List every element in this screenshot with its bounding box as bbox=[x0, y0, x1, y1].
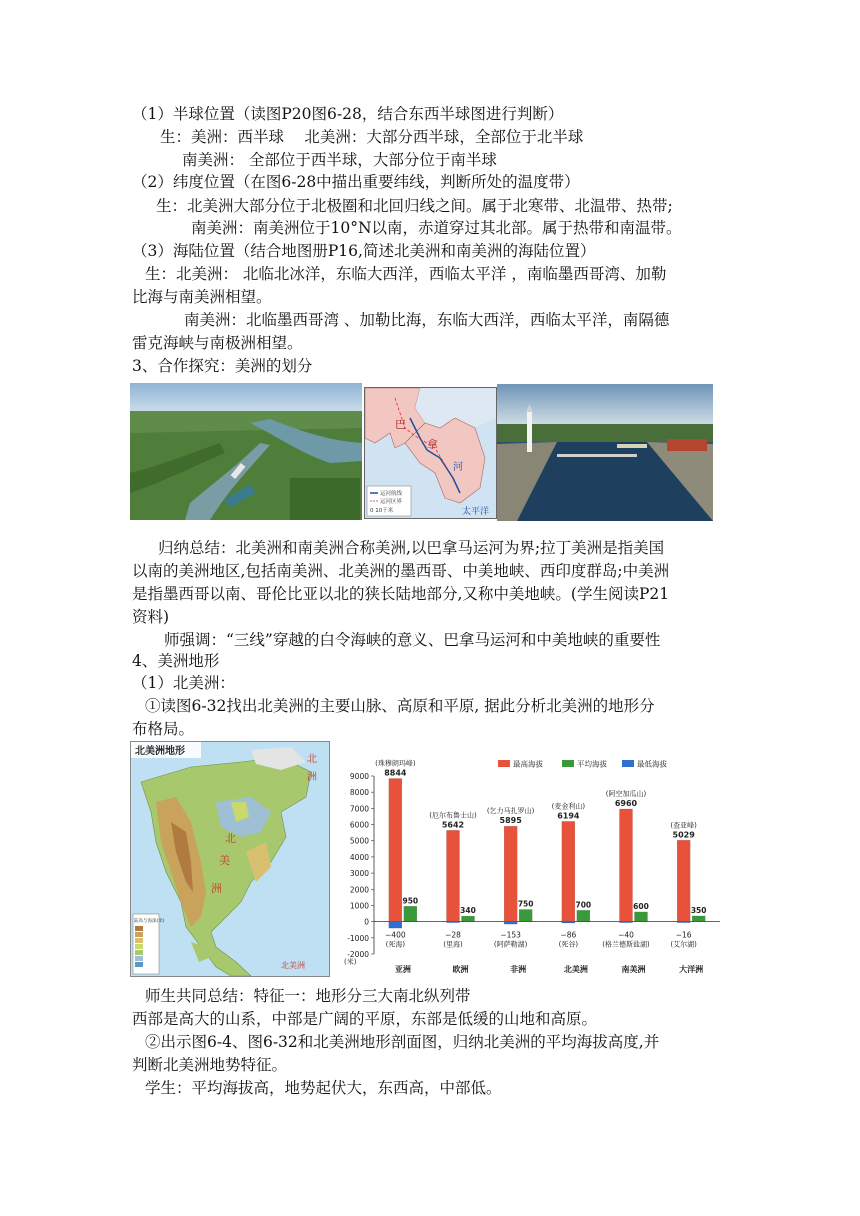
data-label: 950 bbox=[402, 896, 419, 906]
y-tick-label: 2000 bbox=[349, 885, 369, 895]
map-title: 北美洲地形 bbox=[135, 746, 185, 757]
bar bbox=[389, 922, 402, 928]
data-label: 5642 bbox=[441, 820, 465, 830]
bar bbox=[519, 910, 532, 922]
data-label: −28 bbox=[445, 930, 461, 940]
category-label: 亚洲 bbox=[394, 965, 411, 974]
bar bbox=[562, 922, 575, 923]
lake-name-label: (阿萨勒湖) bbox=[493, 940, 528, 949]
bar bbox=[504, 826, 517, 921]
data-label: 700 bbox=[575, 900, 592, 910]
peak-name-label: (厄尔布鲁士山) bbox=[429, 811, 477, 820]
north-america-terrain-map bbox=[130, 741, 330, 977]
y-tick-label: 7000 bbox=[349, 804, 369, 814]
data-label: −86 bbox=[560, 930, 577, 940]
text-line: 南美洲：南美洲位于10°N以南，赤道穿过其北部。属于热带和南温带。 bbox=[191, 219, 682, 237]
text-line: 西部是高大的山系，中部是广阔的平原，东部是低缓的山地和高原。 bbox=[132, 1010, 598, 1028]
lake-name-label: (格兰德斯盐湖) bbox=[602, 940, 650, 949]
canal-locks-photo bbox=[497, 384, 713, 521]
sea-label: 太平洋 bbox=[462, 507, 490, 517]
map-label: 北美洲 bbox=[281, 961, 305, 970]
y-tick-label: 9000 bbox=[349, 772, 369, 781]
lake-name-label: (死谷) bbox=[558, 940, 579, 949]
text-line: （3）海陆位置（结合地图册P16,简述北美洲和南美洲的海陆位置） bbox=[132, 242, 596, 260]
legend-label: 平均海拔 bbox=[577, 759, 607, 769]
data-label: −16 bbox=[675, 930, 692, 940]
peak-name-label: (珠穆朗玛峰) bbox=[375, 759, 416, 768]
data-label: 5029 bbox=[672, 830, 695, 840]
peak-name-label: (阿空加瓜山) bbox=[605, 790, 647, 799]
lake-name-label: (死海) bbox=[385, 940, 406, 949]
map-label: 洲 bbox=[211, 882, 222, 895]
category-label: 非洲 bbox=[510, 965, 527, 974]
y-tick-label: 1000 bbox=[349, 901, 369, 911]
text-line: 以南的美洲地区,包括南美洲、北美洲的墨西哥、中美地峡、西印度群岛;中美洲 bbox=[132, 562, 670, 580]
text-line: 生：北美洲大部分位于北极圈和北回归线之间。属于北寒带、北温带、热带; bbox=[156, 197, 673, 215]
y-tick-label: 5000 bbox=[349, 836, 369, 846]
legend-label: 运河区界 bbox=[380, 499, 403, 505]
bar bbox=[504, 922, 517, 924]
legend-swatch bbox=[622, 760, 634, 767]
map-legend-title: 陆高与海深(米) bbox=[134, 919, 165, 924]
region-label: 巴 bbox=[395, 418, 406, 431]
text-line: 归纳总结：北美洲和南美洲合称美洲,以巴拿马运河为界;拉丁美洲是指美国 bbox=[158, 539, 665, 557]
y-tick-label: -1000 bbox=[347, 933, 369, 943]
section-heading: 4、美洲地形 bbox=[132, 652, 220, 670]
legend-label: 最高海拔 bbox=[513, 759, 543, 769]
bar bbox=[677, 922, 690, 923]
y-tick-label: 3000 bbox=[349, 869, 369, 879]
region-label: 拿 bbox=[427, 438, 438, 451]
text-line: 判断北美洲地势特征。 bbox=[132, 1056, 288, 1074]
map-label: 北 bbox=[225, 832, 236, 845]
bar bbox=[620, 922, 633, 923]
altitude-bar-chart bbox=[332, 754, 724, 978]
category-label: 大洋洲 bbox=[679, 965, 704, 974]
data-label: 350 bbox=[690, 905, 707, 915]
legend-swatch bbox=[498, 760, 510, 767]
data-label: 6194 bbox=[557, 811, 580, 821]
bar bbox=[635, 912, 648, 922]
text-line: 南美洲： 全部位于西半球，大部分位于南半球 bbox=[182, 151, 497, 169]
category-label: 北美洲 bbox=[563, 965, 588, 974]
legend-label: 最低海拔 bbox=[637, 759, 667, 769]
lake-name-label: (艾尔湖) bbox=[670, 940, 697, 949]
data-label: 6960 bbox=[614, 799, 638, 809]
y-tick-label: 4000 bbox=[349, 852, 369, 862]
text-line: 雷克海峡与南极洲相望。 bbox=[132, 334, 303, 352]
y-tick-label: 6000 bbox=[349, 820, 369, 830]
y-unit-label: (米) bbox=[344, 958, 357, 966]
peak-name-label: (麦金利山) bbox=[551, 802, 586, 811]
bar bbox=[692, 916, 705, 922]
peak-name-label: (查亚峰) bbox=[670, 821, 697, 830]
map-label: 北 bbox=[307, 754, 317, 765]
map-label: 美 bbox=[219, 854, 230, 867]
scale-label: 0 10千米 bbox=[370, 508, 394, 514]
peak-name-label: (乞力马扎罗山) bbox=[486, 807, 535, 816]
text-line: 是指墨西哥以南、哥伦比亚以北的狭长陆地部分,又称中美地峡。(学生阅读P21 bbox=[132, 585, 670, 603]
data-label: −153 bbox=[500, 930, 521, 940]
legend-label: 运河航线 bbox=[380, 491, 403, 497]
text-line: ②出示图6-4、图6-32和北美洲地形剖面图，归纳北美洲的平均海拔高度,并 bbox=[145, 1033, 660, 1051]
lake-name-label: (里海) bbox=[443, 940, 463, 949]
data-label: −40 bbox=[618, 930, 634, 940]
text-line: 师强调：“三线”穿越的白令海峡的意义、巴拿马运河和中美地峡的重要性 bbox=[164, 631, 661, 649]
bar bbox=[577, 910, 590, 921]
text-line: 南美洲：北临墨西哥湾 、加勒比海，东临大西洋，西临太平洋，南隔德 bbox=[184, 311, 670, 329]
bar bbox=[447, 830, 460, 921]
text-line: 学生：平均海拔高，地势起伏大，东西高，中部低。 bbox=[145, 1079, 502, 1097]
text-line: 布格局。 bbox=[132, 720, 195, 738]
text-line: ①读图6-32找出北美洲的主要山脉、高原和平原, 据此分析北美洲的地形分 bbox=[145, 697, 655, 715]
text-line: 师生共同总结：特征一：地形分三大南北纵列带 bbox=[145, 987, 471, 1005]
y-tick-label: 0 bbox=[364, 917, 369, 927]
section-heading: 3、合作探究：美洲的划分 bbox=[132, 357, 313, 375]
data-label: 600 bbox=[633, 901, 649, 911]
category-label: 欧洲 bbox=[452, 965, 469, 974]
map-label: 洲 bbox=[307, 772, 317, 783]
bar bbox=[447, 922, 460, 923]
text-line: 生：北美洲： 北临北冰洋，东临大西洋，西临太平洋 ，南临墨西哥湾、加勒 bbox=[145, 265, 667, 283]
bar bbox=[404, 906, 417, 921]
bar bbox=[389, 779, 402, 922]
text-line: （2）纬度位置（在图6-28中描出重要纬线，判断所处的温度带） bbox=[132, 173, 580, 191]
y-tick-label: 8000 bbox=[349, 788, 369, 798]
data-label: 750 bbox=[517, 899, 534, 909]
text-line: 生：美洲：西半球 北美洲：大部分西半球，全部位于北半球 bbox=[160, 128, 584, 146]
legend-swatch bbox=[562, 760, 574, 767]
river-label: 河 bbox=[453, 462, 463, 473]
text-line: 比海与南美洲相望。 bbox=[132, 288, 272, 306]
bar bbox=[462, 916, 475, 922]
bar bbox=[562, 821, 575, 921]
y-tick-label: -2000 bbox=[347, 950, 369, 959]
category-label: 南美洲 bbox=[621, 965, 646, 974]
data-label: 5895 bbox=[499, 816, 522, 826]
bar bbox=[677, 840, 690, 921]
data-label: 8844 bbox=[384, 768, 407, 778]
data-label: −400 bbox=[385, 930, 406, 940]
canal-map bbox=[364, 387, 497, 519]
bar bbox=[620, 809, 633, 922]
text-line: （1）半球位置（读图P20图6-28，结合东西半球图进行判断） bbox=[132, 105, 564, 123]
text-line: （1）北美洲： bbox=[132, 674, 235, 692]
data-label: 340 bbox=[460, 906, 476, 916]
canal-aerial-photo bbox=[130, 383, 362, 520]
text-line: 资料) bbox=[132, 608, 170, 626]
